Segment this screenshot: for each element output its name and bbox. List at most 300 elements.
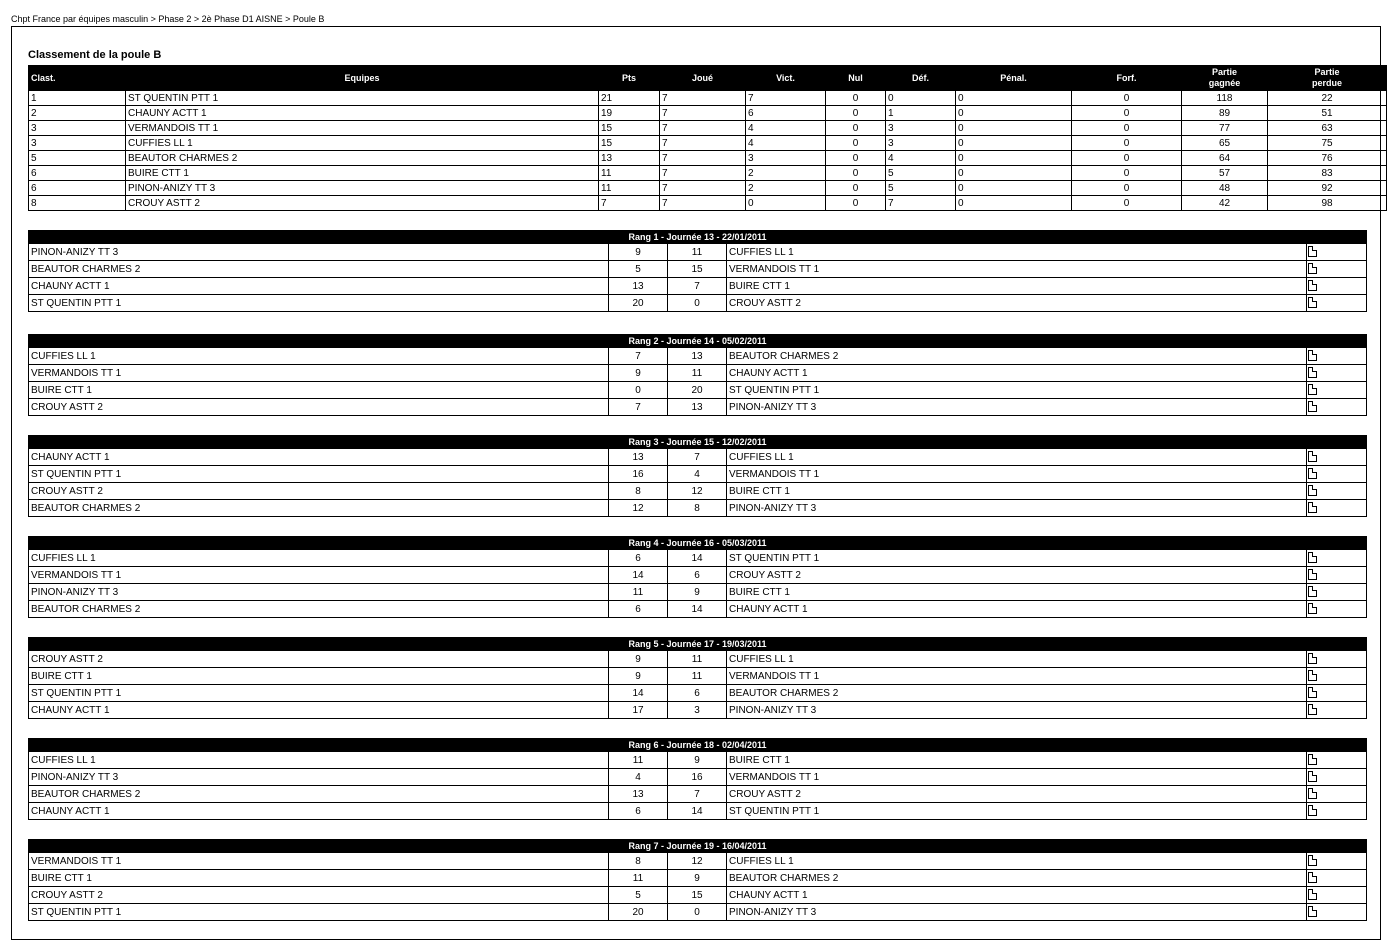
ranking-cell-def: 5 (886, 166, 956, 181)
match-sheet-cell[interactable] (1307, 348, 1367, 365)
ranking-cell-team: BEAUTOR CHARMES 2 (126, 151, 599, 166)
ranking-cell-nul: 0 (826, 91, 886, 106)
ranking-row (29, 196, 1387, 211)
match-s1: 9 (609, 244, 668, 261)
match-sheet-cell[interactable] (1307, 651, 1367, 668)
ranking-cell-penal: 0 (956, 181, 1072, 196)
match-home: ST QUENTIN PTT 1 (29, 466, 609, 483)
match-away: BEAUTOR CHARMES 2 (727, 870, 1307, 887)
match-s2: 11 (668, 244, 727, 261)
ranking-cell-pg: 89 (1182, 106, 1268, 121)
match-sheet-cell[interactable] (1307, 399, 1367, 416)
match-away: BUIRE CTT 1 (727, 483, 1307, 500)
ranking-cell-joue: 7 (660, 151, 746, 166)
ranking-cell-vict: 0 (746, 196, 826, 211)
match-away: VERMANDOIS TT 1 (727, 668, 1307, 685)
header-nul: Nul (826, 66, 886, 91)
ranking-cell-pts: 19 (599, 106, 660, 121)
ranking-cell-vict: 2 (746, 181, 826, 196)
round-table (28, 637, 1367, 719)
match-sheet-cell[interactable] (1307, 853, 1367, 870)
round-header: Rang 6 - Journée 18 - 02/04/2011 (29, 739, 1367, 752)
round-header: Rang 5 - Journée 17 - 19/03/2011 (29, 638, 1367, 651)
ranking-cell-pg: 65 (1182, 136, 1268, 151)
match-s1: 4 (609, 769, 668, 786)
ranking-cell-forf: 0 (1072, 181, 1182, 196)
document-icon[interactable] (1308, 485, 1317, 496)
match-home: VERMANDOIS TT 1 (29, 567, 609, 584)
match-s2: 20 (668, 382, 727, 399)
header-pts: Pts (599, 66, 660, 91)
ranking-table (28, 65, 1387, 211)
match-away: PINON-ANIZY TT 3 (727, 500, 1307, 517)
ranking-cell-clast: 3 (29, 136, 126, 151)
match-sheet-cell[interactable] (1307, 244, 1367, 261)
ranking-cell-def: 4 (886, 151, 956, 166)
ranking-row (29, 136, 1387, 151)
match-s2: 7 (668, 786, 727, 803)
match-s2: 11 (668, 365, 727, 382)
document-icon[interactable] (1308, 552, 1317, 563)
round-table (28, 334, 1367, 416)
match-row (29, 278, 1367, 295)
match-sheet-cell[interactable] (1307, 500, 1367, 517)
match-away: CHAUNY ACTT 1 (727, 365, 1307, 382)
match-sheet-cell[interactable] (1307, 601, 1367, 618)
document-icon[interactable] (1308, 771, 1317, 782)
match-s1: 13 (609, 449, 668, 466)
document-icon[interactable] (1308, 569, 1317, 580)
match-s2: 7 (668, 449, 727, 466)
header-partie-perdue-line1: Partie (1314, 67, 1340, 77)
ranking-cell-pts: 13 (599, 151, 660, 166)
ranking-row (29, 106, 1387, 121)
match-home: CHAUNY ACTT 1 (29, 803, 609, 820)
ranking-cell-joue: 7 (660, 136, 746, 151)
match-s1: 9 (609, 365, 668, 382)
ranking-cell-joue: 7 (660, 91, 746, 106)
match-s2: 9 (668, 870, 727, 887)
match-row (29, 887, 1367, 904)
match-s1: 14 (609, 567, 668, 584)
round-table (28, 435, 1367, 517)
match-s1: 20 (609, 904, 668, 921)
match-s1: 11 (609, 752, 668, 769)
match-row (29, 601, 1367, 618)
match-row (29, 348, 1367, 365)
ranking-cell-forf: 0 (1072, 121, 1182, 136)
match-away: ST QUENTIN PTT 1 (727, 550, 1307, 567)
page-title: Classement de la poule B (28, 49, 162, 61)
match-home: BUIRE CTT 1 (29, 870, 609, 887)
ranking-cell-nul: 0 (826, 136, 886, 151)
match-home: CROUY ASTT 2 (29, 887, 609, 904)
match-s1: 6 (609, 803, 668, 820)
ranking-cell-vict: 4 (746, 121, 826, 136)
document-icon[interactable] (1308, 367, 1317, 378)
match-s2: 8 (668, 500, 727, 517)
round-header-row (29, 638, 1367, 651)
match-away: PINON-ANIZY TT 3 (727, 702, 1307, 719)
ranking-cell-nul: 0 (826, 196, 886, 211)
ranking-cell-forf: 0 (1072, 151, 1182, 166)
document-icon[interactable] (1308, 754, 1317, 765)
match-s2: 11 (668, 651, 727, 668)
match-home: BUIRE CTT 1 (29, 668, 609, 685)
document-icon[interactable] (1308, 603, 1317, 614)
ranking-cell-team: PINON-ANIZY TT 3 (126, 181, 599, 196)
header-clast: Clast. (29, 66, 126, 91)
match-away: CUFFIES LL 1 (727, 449, 1307, 466)
header-joue: Joué (660, 66, 746, 91)
ranking-cell-team: BUIRE CTT 1 (126, 166, 599, 181)
match-away: ST QUENTIN PTT 1 (727, 803, 1307, 820)
match-home: ST QUENTIN PTT 1 (29, 295, 609, 312)
round-header: Rang 3 - Journée 15 - 12/02/2011 (29, 436, 1367, 449)
match-sheet-cell[interactable] (1307, 702, 1367, 719)
ranking-cell-team: CUFFIES LL 1 (126, 136, 599, 151)
match-sheet-cell[interactable] (1307, 483, 1367, 500)
match-away: CROUY ASTT 2 (727, 786, 1307, 803)
document-icon[interactable] (1308, 401, 1317, 412)
header-def: Déf. (886, 66, 956, 91)
round-table (28, 536, 1367, 618)
match-s1: 9 (609, 668, 668, 685)
document-icon[interactable] (1308, 670, 1317, 681)
document-icon[interactable] (1308, 586, 1317, 597)
match-row (29, 449, 1367, 466)
match-s1: 0 (609, 382, 668, 399)
match-s2: 11 (668, 668, 727, 685)
match-away: CHAUNY ACTT 1 (727, 601, 1307, 618)
match-s2: 13 (668, 348, 727, 365)
match-row (29, 803, 1367, 820)
round-header: Rang 7 - Journée 19 - 16/04/2011 (29, 840, 1367, 853)
ranking-cell-penal: 0 (956, 166, 1072, 181)
document-icon[interactable] (1308, 855, 1317, 866)
round-table (28, 738, 1367, 820)
document-icon[interactable] (1308, 297, 1317, 308)
ranking-cell-pg: 77 (1182, 121, 1268, 136)
ranking-cell-penal: 0 (956, 136, 1072, 151)
match-sheet-cell[interactable] (1307, 466, 1367, 483)
document-icon[interactable] (1308, 872, 1317, 883)
match-row (29, 651, 1367, 668)
match-row (29, 904, 1367, 921)
ranking-cell-penal: 0 (956, 196, 1072, 211)
match-sheet-cell[interactable] (1307, 550, 1367, 567)
match-sheet-cell[interactable] (1307, 668, 1367, 685)
match-home: BEAUTOR CHARMES 2 (29, 500, 609, 517)
ranking-cell-nul: 0 (826, 181, 886, 196)
ranking-cell-clast: 3 (29, 121, 126, 136)
match-away: VERMANDOIS TT 1 (727, 261, 1307, 278)
document-icon[interactable] (1308, 788, 1317, 799)
match-away: BEAUTOR CHARMES 2 (727, 348, 1307, 365)
match-home: CHAUNY ACTT 1 (29, 449, 609, 466)
header-forf: Forf. (1072, 66, 1182, 91)
match-home: BEAUTOR CHARMES 2 (29, 601, 609, 618)
match-home: BEAUTOR CHARMES 2 (29, 261, 609, 278)
round-header: Rang 1 - Journée 13 - 22/01/2011 (29, 231, 1367, 244)
ranking-cell-penal: 0 (956, 151, 1072, 166)
ranking-cell-def: 5 (886, 181, 956, 196)
ranking-cell-clast: 2 (29, 106, 126, 121)
match-sheet-cell[interactable] (1307, 803, 1367, 820)
match-away: BUIRE CTT 1 (727, 752, 1307, 769)
match-sheet-cell[interactable] (1307, 769, 1367, 786)
header-equipes: Equipes (126, 66, 599, 91)
ranking-cell-pp: 98 (1268, 196, 1387, 211)
round-header-row (29, 739, 1367, 752)
ranking-cell-pg: 118 (1182, 91, 1268, 106)
match-s2: 14 (668, 803, 727, 820)
match-s1: 11 (609, 870, 668, 887)
match-row (29, 685, 1367, 702)
match-s2: 0 (668, 904, 727, 921)
match-s1: 5 (609, 261, 668, 278)
match-sheet-cell[interactable] (1307, 887, 1367, 904)
match-row (29, 567, 1367, 584)
match-row (29, 668, 1367, 685)
match-s2: 12 (668, 483, 727, 500)
match-row (29, 244, 1367, 261)
header-partie-gagnee-line1: Partie (1211, 67, 1237, 77)
match-row (29, 500, 1367, 517)
ranking-cell-def: 0 (886, 91, 956, 106)
match-sheet-cell[interactable] (1307, 382, 1367, 399)
ranking-cell-pp: 75 (1268, 136, 1387, 151)
ranking-cell-def: 7 (886, 196, 956, 211)
match-sheet-cell[interactable] (1307, 278, 1367, 295)
round-header: Rang 2 - Journée 14 - 05/02/2011 (29, 335, 1367, 348)
ranking-cell-pp: 76 (1268, 151, 1387, 166)
ranking-row (29, 121, 1387, 136)
match-s1: 5 (609, 887, 668, 904)
ranking-cell-clast: 8 (29, 196, 126, 211)
match-s1: 8 (609, 483, 668, 500)
match-s1: 20 (609, 295, 668, 312)
match-home: ST QUENTIN PTT 1 (29, 904, 609, 921)
match-row (29, 550, 1367, 567)
header-partie-perdue-line2: perdue (1311, 78, 1342, 88)
ranking-cell-nul: 0 (826, 166, 886, 181)
match-away: PINON-ANIZY TT 3 (727, 399, 1307, 416)
match-row (29, 752, 1367, 769)
match-row (29, 786, 1367, 803)
match-s2: 4 (668, 466, 727, 483)
ranking-cell-pp: 92 (1268, 181, 1387, 196)
document-icon[interactable] (1308, 246, 1317, 257)
header-partie-perdue (1268, 66, 1387, 91)
ranking-cell-forf: 0 (1072, 136, 1182, 151)
match-s1: 13 (609, 786, 668, 803)
header-partie-gagnee-line2: gagnée (1208, 78, 1241, 88)
document-icon[interactable] (1308, 468, 1317, 479)
match-row (29, 769, 1367, 786)
header-partie-gagnee (1182, 66, 1268, 91)
match-row (29, 870, 1367, 887)
match-home: BUIRE CTT 1 (29, 382, 609, 399)
round-table (28, 839, 1367, 921)
match-home: CROUY ASTT 2 (29, 483, 609, 500)
ranking-cell-pts: 21 (599, 91, 660, 106)
match-row (29, 702, 1367, 719)
ranking-cell-joue: 7 (660, 106, 746, 121)
header-vict: Vict. (746, 66, 826, 91)
match-s2: 6 (668, 685, 727, 702)
match-s2: 9 (668, 584, 727, 601)
document-icon[interactable] (1308, 451, 1317, 462)
ranking-cell-vict: 7 (746, 91, 826, 106)
match-away: CHAUNY ACTT 1 (727, 887, 1307, 904)
match-row (29, 382, 1367, 399)
ranking-cell-vict: 3 (746, 151, 826, 166)
ranking-cell-team: CHAUNY ACTT 1 (126, 106, 599, 121)
match-s2: 7 (668, 278, 727, 295)
match-row (29, 365, 1367, 382)
match-away: CROUY ASTT 2 (727, 567, 1307, 584)
match-sheet-cell[interactable] (1307, 904, 1367, 921)
ranking-cell-team: VERMANDOIS TT 1 (126, 121, 599, 136)
document-icon[interactable] (1308, 704, 1317, 715)
match-s2: 3 (668, 702, 727, 719)
ranking-cell-nul: 0 (826, 151, 886, 166)
match-away: CUFFIES LL 1 (727, 853, 1307, 870)
ranking-row (29, 166, 1387, 181)
ranking-cell-pts: 11 (599, 181, 660, 196)
ranking-cell-penal: 0 (956, 121, 1072, 136)
match-home: CUFFIES LL 1 (29, 348, 609, 365)
match-home: PINON-ANIZY TT 3 (29, 584, 609, 601)
match-home: CROUY ASTT 2 (29, 399, 609, 416)
ranking-cell-pg: 48 (1182, 181, 1268, 196)
ranking-cell-nul: 0 (826, 106, 886, 121)
header-penal: Pénal. (956, 66, 1072, 91)
match-row (29, 261, 1367, 278)
round-header-row (29, 335, 1367, 348)
match-s1: 7 (609, 399, 668, 416)
match-away: ST QUENTIN PTT 1 (727, 382, 1307, 399)
match-home: CUFFIES LL 1 (29, 550, 609, 567)
ranking-cell-pp: 51 (1268, 106, 1387, 121)
match-s1: 12 (609, 500, 668, 517)
ranking-cell-joue: 7 (660, 196, 746, 211)
document-icon[interactable] (1308, 687, 1317, 698)
ranking-row (29, 181, 1387, 196)
match-s1: 6 (609, 550, 668, 567)
match-sheet-cell[interactable] (1307, 786, 1367, 803)
ranking-cell-pg: 64 (1182, 151, 1268, 166)
match-sheet-cell[interactable] (1307, 752, 1367, 769)
ranking-cell-nul: 0 (826, 121, 886, 136)
ranking-cell-def: 1 (886, 106, 956, 121)
match-s2: 15 (668, 887, 727, 904)
match-home: BEAUTOR CHARMES 2 (29, 786, 609, 803)
match-away: VERMANDOIS TT 1 (727, 769, 1307, 786)
ranking-cell-joue: 7 (660, 181, 746, 196)
document-icon[interactable] (1308, 384, 1317, 395)
match-away: CUFFIES LL 1 (727, 244, 1307, 261)
ranking-cell-joue: 7 (660, 166, 746, 181)
match-sheet-cell[interactable] (1307, 261, 1367, 278)
ranking-row (29, 151, 1387, 166)
match-home: PINON-ANIZY TT 3 (29, 244, 609, 261)
match-sheet-cell[interactable] (1307, 685, 1367, 702)
ranking-cell-forf: 0 (1072, 196, 1182, 211)
match-row (29, 466, 1367, 483)
ranking-cell-forf: 0 (1072, 166, 1182, 181)
match-row (29, 584, 1367, 601)
match-row (29, 295, 1367, 312)
match-s1: 7 (609, 348, 668, 365)
match-row (29, 399, 1367, 416)
ranking-cell-pg: 57 (1182, 166, 1268, 181)
ranking-cell-forf: 0 (1072, 106, 1182, 121)
round-header-row (29, 436, 1367, 449)
match-s1: 8 (609, 853, 668, 870)
match-s2: 9 (668, 752, 727, 769)
document-icon[interactable] (1308, 653, 1317, 664)
match-s2: 6 (668, 567, 727, 584)
match-home: CHAUNY ACTT 1 (29, 702, 609, 719)
ranking-cell-team: ST QUENTIN PTT 1 (126, 91, 599, 106)
document-icon[interactable] (1308, 350, 1317, 361)
match-s2: 12 (668, 853, 727, 870)
ranking-cell-pts: 7 (599, 196, 660, 211)
ranking-cell-pts: 15 (599, 121, 660, 136)
match-sheet-cell[interactable] (1307, 295, 1367, 312)
match-s2: 16 (668, 769, 727, 786)
ranking-cell-vict: 4 (746, 136, 826, 151)
match-away: BUIRE CTT 1 (727, 278, 1307, 295)
match-away: CROUY ASTT 2 (727, 295, 1307, 312)
match-away: VERMANDOIS TT 1 (727, 466, 1307, 483)
document-icon[interactable] (1308, 263, 1317, 274)
match-s2: 14 (668, 550, 727, 567)
match-s2: 0 (668, 295, 727, 312)
match-sheet-cell[interactable] (1307, 584, 1367, 601)
ranking-cell-pg: 42 (1182, 196, 1268, 211)
ranking-cell-def: 3 (886, 136, 956, 151)
match-s2: 13 (668, 399, 727, 416)
ranking-cell-clast: 6 (29, 166, 126, 181)
ranking-cell-pts: 11 (599, 166, 660, 181)
match-away: BEAUTOR CHARMES 2 (727, 685, 1307, 702)
ranking-cell-def: 3 (886, 121, 956, 136)
ranking-cell-pts: 15 (599, 136, 660, 151)
match-s1: 11 (609, 584, 668, 601)
match-sheet-cell[interactable] (1307, 870, 1367, 887)
match-home: VERMANDOIS TT 1 (29, 365, 609, 382)
document-icon[interactable] (1308, 280, 1317, 291)
match-sheet-cell[interactable] (1307, 567, 1367, 584)
match-sheet-cell[interactable] (1307, 449, 1367, 466)
round-header-row (29, 231, 1367, 244)
document-icon[interactable] (1308, 502, 1317, 513)
round-header: Rang 4 - Journée 16 - 05/03/2011 (29, 537, 1367, 550)
match-s1: 6 (609, 601, 668, 618)
document-icon[interactable] (1308, 805, 1317, 816)
match-row (29, 853, 1367, 870)
document-icon[interactable] (1308, 906, 1317, 917)
match-s1: 14 (609, 685, 668, 702)
document-icon[interactable] (1308, 889, 1317, 900)
ranking-cell-joue: 7 (660, 121, 746, 136)
ranking-cell-pp: 22 (1268, 91, 1387, 106)
ranking-cell-vict: 2 (746, 166, 826, 181)
match-sheet-cell[interactable] (1307, 365, 1367, 382)
